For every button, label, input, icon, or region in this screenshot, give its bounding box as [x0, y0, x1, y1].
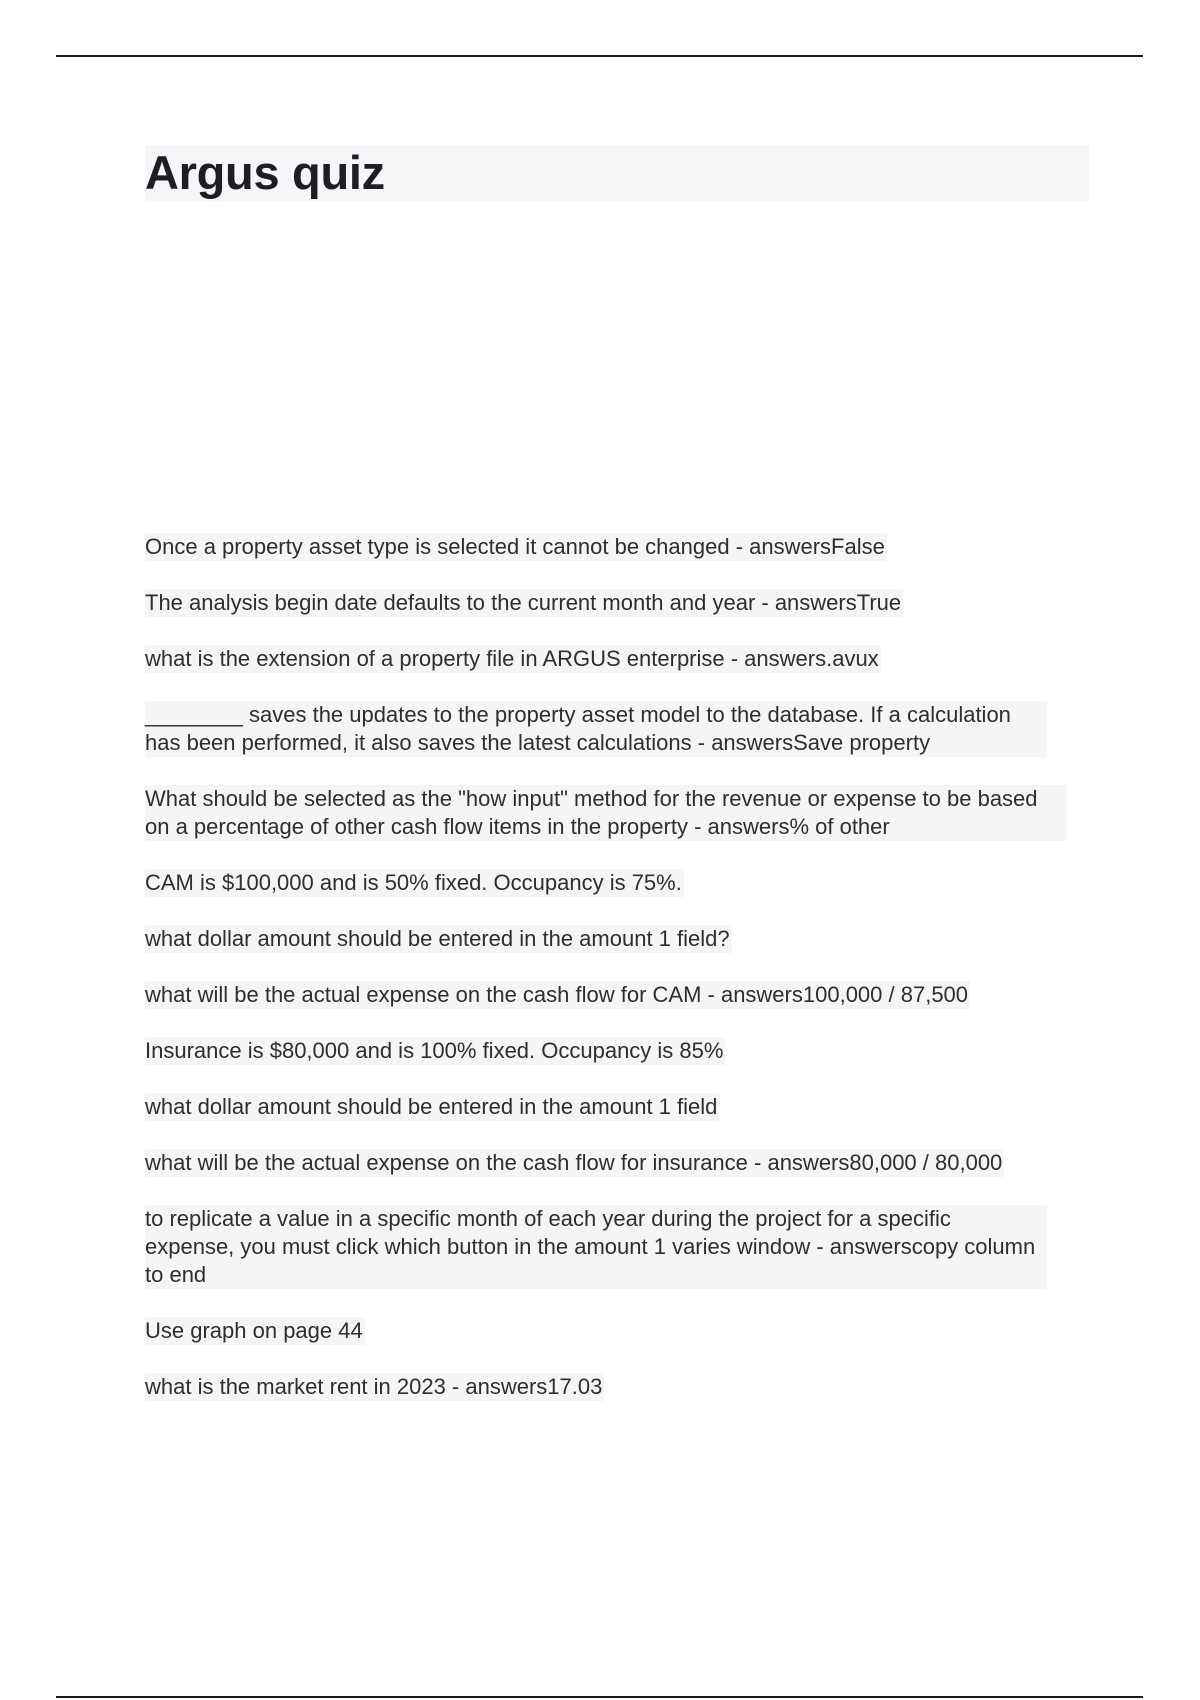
document-title: Argus quiz — [145, 146, 385, 199]
qa-item: what will be the actual expense on the cash flow for CAM - answers100,000 / 87,500 — [145, 982, 969, 1007]
qa-item: What should be selected as the "how input" method for the revenue or expense to be based on a percentage of other cash flow items in the property - answers% of other — [145, 785, 1067, 841]
qa-item: what is the extension of a property file in ARGUS enterprise - answers.avux — [145, 646, 879, 671]
qa-list — [145, 533, 1095, 1429]
bottom-rule — [56, 1696, 1143, 1698]
top-rule — [56, 55, 1143, 57]
qa-item: what dollar amount should be entered in the amount 1 field — [145, 1094, 718, 1119]
qa-item: what dollar amount should be entered in the amount 1 field? — [145, 926, 730, 951]
qa-item: what will be the actual expense on the cash flow for insurance - answers80,000 / 80,000 — [145, 1150, 1003, 1175]
qa-item: CAM is $100,000 and is 50% fixed. Occupancy is 75%. — [145, 870, 682, 895]
qa-item: what is the market rent in 2023 - answers17.03 — [145, 1374, 603, 1399]
qa-item: Once a property asset type is selected it cannot be changed - answersFalse — [145, 534, 885, 559]
qa-item: to replicate a value in a specific month of each year during the project for a specific expense, you must click which button in the amount 1 varies window - answerscopy column to end — [145, 1205, 1047, 1289]
qa-item: Insurance is $80,000 and is 100% fixed. Occupancy is 85% — [145, 1038, 724, 1063]
qa-item: Use graph on page 44 — [145, 1318, 363, 1343]
qa-item: ________ saves the updates to the property asset model to the database. If a calculation has been performed, it also saves the latest calculations - answersSave property — [145, 701, 1047, 757]
qa-item: The analysis begin date defaults to the current month and year - answersTrue — [145, 590, 902, 615]
